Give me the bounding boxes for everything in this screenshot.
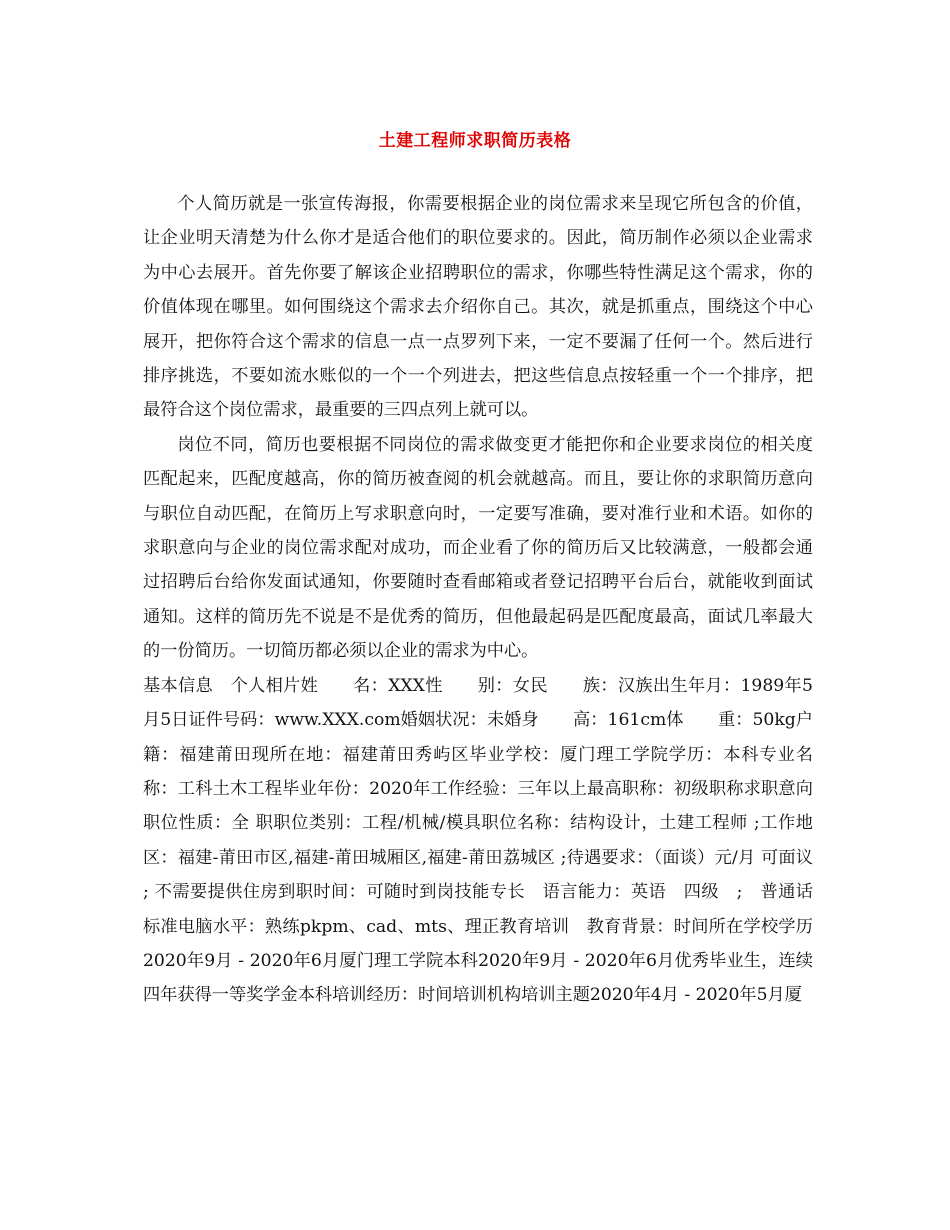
- document-title: 土建工程师求职简历表格: [378, 131, 572, 151]
- intro-paragraph: 个人简历就是一张宣传海报，你需要根据企业的岗位需求来呈现它所包含的价值，让企业明天清楚为什么你才是适合他们的职位要求的。因此，简历制作必须以企业需求为中心去展开。首先你要了解该企业招聘职位的需求，你哪些特性满足这个需求，你的价值体现在哪里。如何围绕这个需求去介绍你自己。其次，就是抓重点，围绕这个中心展开，把你符合这个需求的信息一点一点罗列下来，一定不要漏了任何一个。然后进行排序挑选，不要如流水账似的一个一个列进去，把这些信息点按轻重一个一个排序，把最符合这个岗位需求，最重要的三四点列上就可以。: [143, 194, 813, 421]
- matching-paragraph: 岗位不同，简历也要根据不同岗位的需求做变更才能把你和企业要求岗位的相关度匹配起来，匹配度越高，你的简历被查阅的机会就越高。而且，要让你的求职简历意向与职位自动匹配，在简历上写求职意向时，一定要写准确，要对准行业和术语。如你的求职意向与企业的岗位需求配对成功，而企业看了你的简历后又比较满意，一般都会通过招聘后台给你发面试通知，你要随时查看邮箱或者登记招聘平台后台，就能收到面试通知。这样的简历先不说是不是优秀的简历，但他最起码是匹配度最高，面试几率最大的一份简历。一切简历都必须以企业的需求为中心。: [143, 434, 813, 662]
- resume-details-paragraph: 基本信息 个人相片姓 名：XXX性 别：女民 族：汉族出生年月：1989年5月5日证件号码：www.XXX.com婚姻状况：未婚身 高：161cm体 重：50kg户 籍：福建莆田现所在地：福建莆田秀屿区毕业学校：厦门理工学院学历：本科专业名称：工科土木工程毕业年份：2020年工作经验：三年以上最高职称：初级职称求职意向 职位性质：全 职职位类别：工程/机械/模具职位名称：结构设计，土建工程师 ;工作地区：福建-莆田市区,福建-莆田城厢区,福建-莆田荔城区 ;待遇要求：（面谈）元/月 可面议 ; 不需要提供住房到职时间：可随时到岗技能专长 语言能力：英语 四级 ; 普通话 标准电脑水平：熟练pkpm、cad、mts、理正教育培训 教育背景：时间所在学校学历2020年9月 - 2020年6月厦门理工学院本科2020年9月 - 2020年6月优秀毕业生，连续四年获得一等奖学金本科培训经历：时间培训机构培训主题2020年4月 - 2020年5月厦: [143, 675, 848, 1006]
- document-body: [143, 187, 848, 1013]
